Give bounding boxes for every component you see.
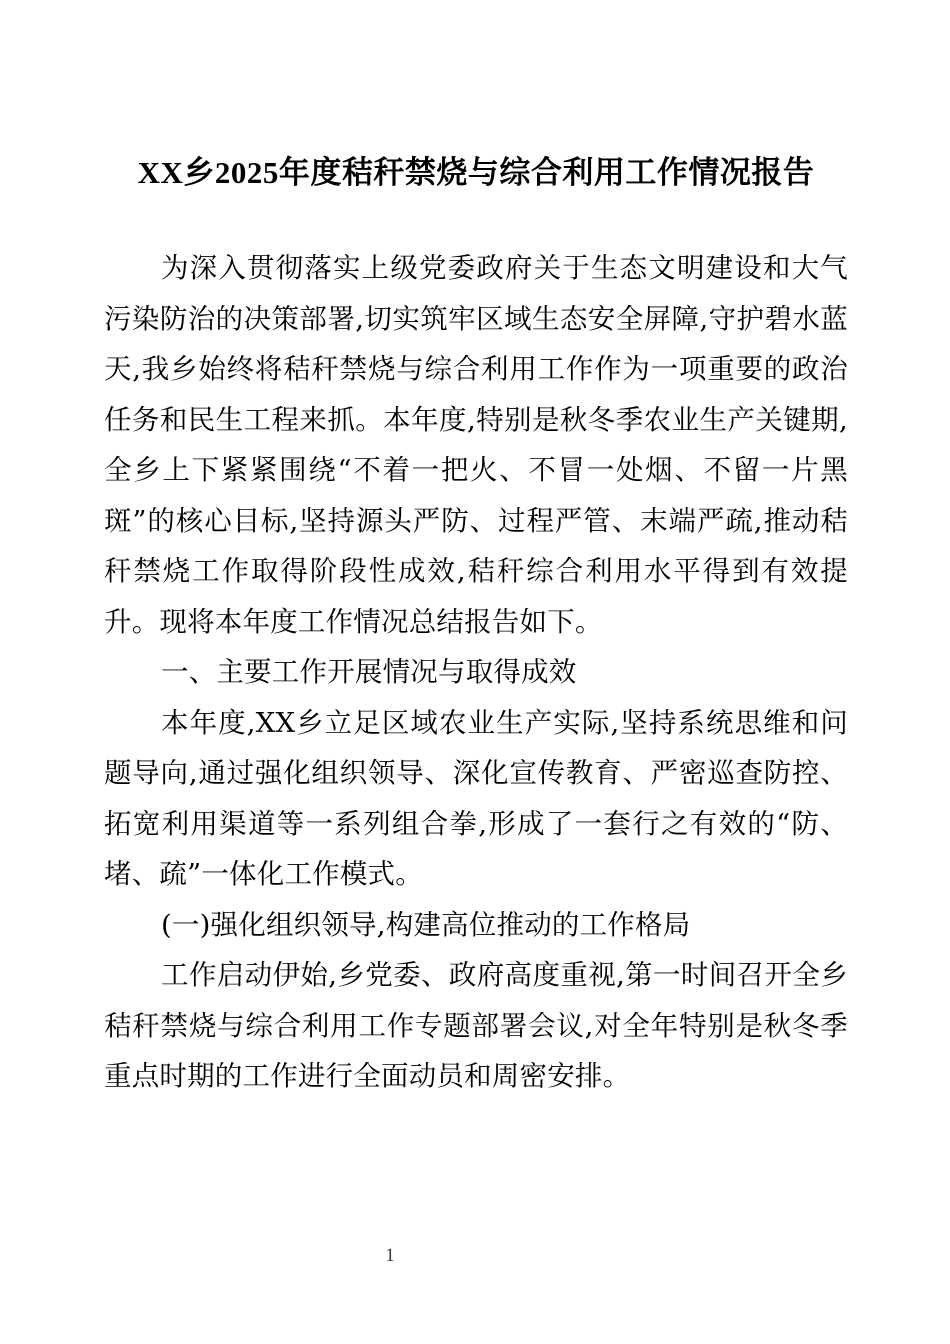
paragraph-subsection-one-body: 工作启动伊始,乡党委、政府高度重视,第一时间召开全乡秸秆禁烧与综合利用工作专题部署会议,对全年特别是秋冬季重点时期的工作进行全面动员和周密安排。 bbox=[104, 959, 848, 1092]
title-spacer bbox=[104, 196, 848, 243]
heading-subsection-one: (一)强化组织领导,构建高位推动的工作格局 bbox=[161, 908, 691, 941]
page-number-footer: 1 bbox=[385, 1245, 395, 1266]
heading-section-one: 一、主要工作开展情况与取得成效 bbox=[161, 656, 577, 688]
paragraph-section-one-intro: 本年度,XX乡立足区域农业生产实际,坚持系统思维和问题导向,通过强化组织领导、深化宣传教育、严密巡查防控、拓宽利用渠道等一系列组合拳,形成了一套行之有效的“防、堵、疏”一体化工作模式。 bbox=[104, 706, 848, 890]
paragraph-opening: 为深入贯彻落实上级党委政府关于生态文明建设和大气污染防治的决策部署,切实筑牢区域生态安全屏障,守护碧水蓝天,我乡始终将秸秆禁烧与综合利用工作作为一项重要的政治任务和民生工程来抓。本年度,特别是秋冬季农业生产关键期,全乡上下紧紧围绕“不着一把火、不冒一处烟、不留一片黑斑”的核心目标,坚持源头严防、过程严管、末端严疏,推动秸秆禁烧工作取得阶段性成效,秸秆综合利用水平得到有效提升。现将本年度工作情况总结报告如下。 bbox=[104, 252, 848, 638]
document-body bbox=[104, 150, 848, 1102]
page-title: XX乡2025年度秸秆禁烧与综合利用工作情况报告 bbox=[137, 155, 815, 190]
